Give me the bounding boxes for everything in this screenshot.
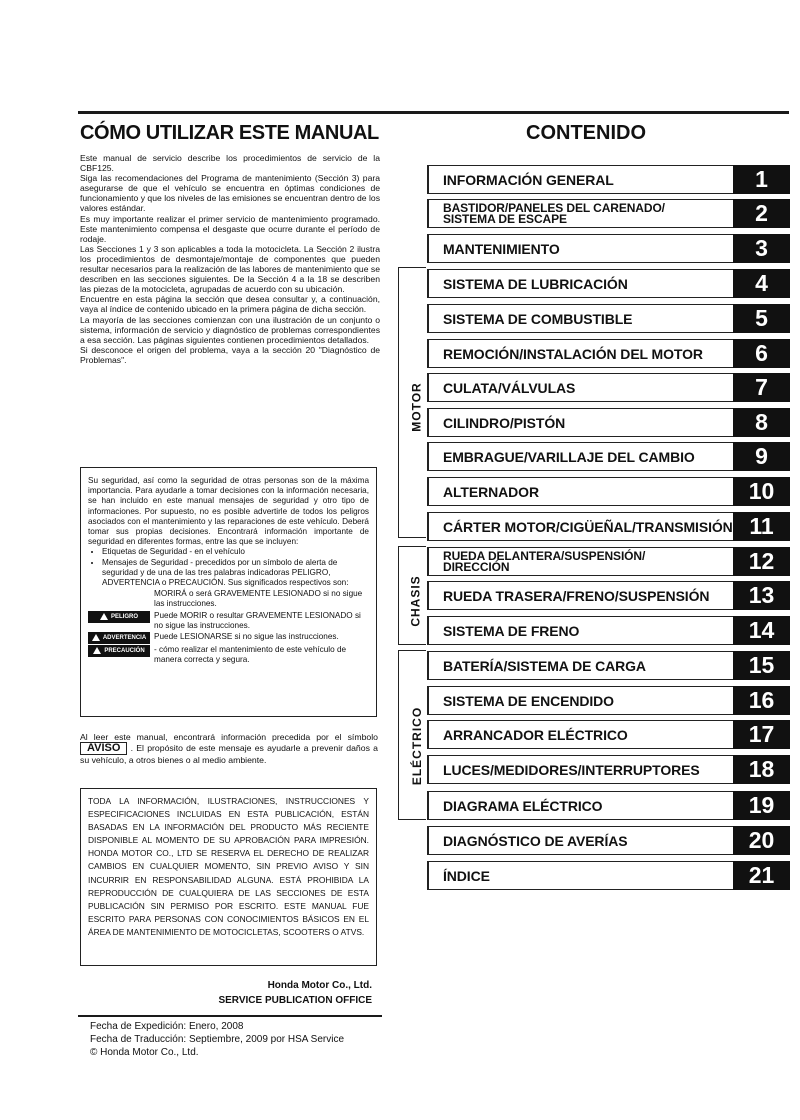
toc-number: 19 bbox=[733, 791, 790, 820]
toc-label: REMOCIÓN/INSTALACIÓN DEL MOTOR bbox=[427, 339, 733, 368]
toc-label: INFORMACIÓN GENERAL bbox=[427, 165, 733, 194]
safety-bullet: • Etiquetas de Seguridad - en el vehículo bbox=[102, 547, 369, 557]
toc-label: CILINDRO/PISTÓN bbox=[427, 408, 733, 437]
toc-row[interactable] bbox=[427, 581, 790, 610]
toc-number: 14 bbox=[733, 616, 790, 645]
toc-row[interactable] bbox=[427, 547, 790, 576]
toc-row[interactable] bbox=[427, 512, 790, 541]
toc-row[interactable] bbox=[427, 339, 790, 368]
safety-list bbox=[88, 547, 369, 588]
toc-number: 3 bbox=[733, 234, 790, 263]
toc-row[interactable] bbox=[427, 269, 790, 298]
toc-row[interactable] bbox=[427, 304, 790, 333]
left-title: CÓMO UTILIZAR ESTE MANUAL bbox=[80, 122, 379, 144]
toc-number: 17 bbox=[733, 720, 790, 749]
toc-number: 4 bbox=[733, 269, 790, 298]
warning-triangle-icon bbox=[100, 613, 108, 620]
toc-row[interactable] bbox=[427, 686, 790, 715]
warning-triangle-icon bbox=[93, 647, 101, 654]
peligro-row bbox=[88, 589, 369, 609]
toc-number: 8 bbox=[733, 408, 790, 437]
company-block bbox=[210, 978, 372, 1008]
toc-number: 18 bbox=[733, 755, 790, 784]
toc-row[interactable] bbox=[427, 234, 790, 263]
office-name: SERVICE PUBLICATION OFFICE bbox=[218, 995, 372, 1006]
toc-label: DIAGNÓSTICO DE AVERÍAS bbox=[427, 826, 733, 855]
toc-row[interactable] bbox=[427, 791, 790, 820]
safety-paragraph: Su seguridad, así como la seguridad de otras personas son de la máxima importancia. Para ayudarle a tomar decisiones con la información necesaria, se han incluido en este manual mensajes de seguridad y otro tipo de informaciones. Por supuesto, no es posible advertirle de todos los peligros asociados con el mantenimiento y las reparaciones de este vehículo. Deberá tomar sus propias decisiones. Encontrará información importante de seguridad en diferentes formas, entre las que se incluyen: bbox=[88, 476, 369, 547]
toc-row[interactable] bbox=[427, 199, 790, 228]
group-electrico-label: ELÉCTRICO bbox=[410, 706, 425, 786]
toc-row[interactable] bbox=[427, 826, 790, 855]
intro-paragraph: La mayoría de las secciones comienzan con una ilustración de un conjunto o sistema, información de servicio y diagnóstico de problemas correspondientes a esa sección. Las páginas siguientes contienen procedimientos detallados. bbox=[80, 314, 380, 345]
precaucion-meaning: Puede LESIONARSE si no sigue las instrucciones. bbox=[154, 632, 339, 642]
advertencia-badge: ADVERTENCIA bbox=[88, 632, 150, 644]
toc-number: 9 bbox=[733, 442, 790, 471]
aviso-paragraph: Al leer este manual, encontrará información precedida por el símbolo AVISO . El propósito de este mensaje es ayudarle a prevenir daños a su vehículo, a otros bienes o al medio ambiente. bbox=[80, 732, 378, 766]
advertencia-row bbox=[88, 611, 369, 631]
toc-row[interactable] bbox=[427, 861, 790, 890]
toc-row[interactable] bbox=[427, 408, 790, 437]
toc-label: LUCES/MEDIDORES/INTERRUPTORES bbox=[427, 755, 733, 784]
intro-paragraph: Las Secciones 1 y 3 son aplicables a toda la motocicleta. La Sección 2 ilustra los procedimientos de desmontaje/montaje de componentes que pueden resultar necesarios para la realización de las labores de mantenimiento que se describen en las secciones siguientes. De la Sección 4 a la 18 se describen las piezas de la motocicleta, agrupadas de acuerdo con su ubicación. bbox=[80, 243, 380, 295]
toc-row[interactable] bbox=[427, 442, 790, 471]
intro-paragraph: Encuentre en esta página la sección que desea consultar y, a continuación, vaya al índice de contenido ubicado en la primera página de dicha sección. bbox=[80, 294, 380, 315]
dates-block bbox=[90, 1020, 344, 1059]
contents-title: CONTENIDO bbox=[526, 122, 646, 144]
toc-row[interactable] bbox=[427, 165, 790, 194]
toc-number: 5 bbox=[733, 304, 790, 333]
toc-number: 16 bbox=[733, 686, 790, 715]
toc-label: MANTENIMIENTO bbox=[427, 234, 733, 263]
company-name: Honda Motor Co., Ltd. bbox=[267, 980, 372, 991]
toc-number: 15 bbox=[733, 651, 790, 680]
toc-number: 6 bbox=[733, 339, 790, 368]
toc-label: SISTEMA DE FRENO bbox=[427, 616, 733, 645]
toc-row[interactable] bbox=[427, 651, 790, 680]
toc-number: 2 bbox=[733, 199, 790, 228]
toc-label: ÍNDICE bbox=[427, 861, 733, 890]
toc-label: RUEDA DELANTERA/SUSPENSIÓN/ DIRECCIÓN bbox=[427, 547, 733, 576]
toc-label: CULATA/VÁLVULAS bbox=[427, 373, 733, 402]
toc-number: 13 bbox=[733, 581, 790, 610]
last-row bbox=[88, 645, 369, 665]
toc-label: RUEDA TRASERA/FRENO/SUSPENSIÓN bbox=[427, 581, 733, 610]
aviso-badge: AVISO bbox=[80, 742, 127, 755]
maintenance-note: - cómo realizar el mantenimiento de este vehículo de manera correcta y segura. bbox=[154, 645, 347, 665]
toc-number: 20 bbox=[733, 826, 790, 855]
group-motor-label: MOTOR bbox=[409, 382, 424, 432]
top-rule bbox=[78, 111, 789, 114]
copyright: © Honda Motor Co., Ltd. bbox=[90, 1047, 199, 1058]
toc-label: ARRANCADOR ELÉCTRICO bbox=[427, 720, 733, 749]
issue-date: Fecha de Expedición: Enero, 2008 bbox=[90, 1021, 244, 1032]
intro-paragraph: Este manual de servicio describe los procedimientos de servicio de la CBF125. bbox=[80, 153, 380, 174]
safety-bullet: • Mensajes de Seguridad - precedidos por un símbolo de alerta de seguridad y de una de las tres palabras indicadoras PELIGRO, ADVERTENCIA o PRECAUCIÓN. Sus significados respectivos son: bbox=[102, 558, 369, 589]
toc-number: 12 bbox=[733, 547, 790, 576]
toc-label: BATERÍA/SISTEMA DE CARGA bbox=[427, 651, 733, 680]
intro-text bbox=[80, 153, 380, 365]
toc-row[interactable] bbox=[427, 616, 790, 645]
toc-row[interactable] bbox=[427, 373, 790, 402]
intro-paragraph: Es muy importante realizar el primer servicio de mantenimiento programado. Este mantenimiento compensa el desgaste que ocurre durante el período de rodaje. bbox=[80, 213, 380, 244]
translation-date: Fecha de Traducción: Septiembre, 2009 por HSA Service bbox=[90, 1034, 345, 1045]
intro-paragraph: Si desconoce el origen del problema, vaya a la sección 20 "Diagnóstico de Problemas". bbox=[80, 344, 380, 365]
toc-number: 10 bbox=[733, 477, 790, 506]
toc-row[interactable] bbox=[427, 755, 790, 784]
toc-number: 21 bbox=[733, 861, 790, 890]
toc-number: 7 bbox=[733, 373, 790, 402]
group-chasis-label: CHASIS bbox=[408, 575, 423, 627]
toc-label: CÁRTER MOTOR/CIGÜEÑAL/TRANSMISIÓN bbox=[427, 512, 733, 541]
safety-box bbox=[80, 467, 377, 717]
toc-label: ALTERNADOR bbox=[427, 477, 733, 506]
peligro-badge: PELIGRO bbox=[88, 611, 150, 623]
toc-label: DIAGRAMA ELÉCTRICO bbox=[427, 791, 733, 820]
intro-paragraph: Siga las recomendaciones del Programa de mantenimiento (Sección 3) para asegurarse de que el vehículo se encuentra en óptimas condiciones de funcionamiento y que los niveles de las emisiones se encuentran dentro de los valores estándar. bbox=[80, 173, 380, 214]
legal-notice: TODA LA INFORMACIÓN, ILUSTRACIONES, INSTRUCCIONES Y ESPECIFICACIONES INCLUIDAS EN ESTA PUBLICACIÓN, ESTÁN BASADAS EN LA INFORMACIÓN DEL PRODUCTO MÁS RECIENTE DISPONIBLE AL MOMENTO DE SU APROBACIÓN PARA IMPRESIÓN. HONDA MOTOR CO., LTD SE RESERVA EL DERECHO DE REALIZAR CAMBIOS EN CUALQUIER MOMENTO, SIN PREVIO AVISO Y SIN INCURRIR EN RESPONSABILIDAD ALGUNA. ESTÁ PROHIBIDA LA REPRODUCCIÓN DE CUALQUIERA DE LAS SECCIONES DE ESTA PUBLICACIÓN SIN PERMISO POR ESCRITO. ESTE MANUAL FUE ESCRITO PARA PERSONAS CON CONOCIMIENTOS BÁSICOS EN EL ÁREA DE MANTENIMIENTO DE MOTOCICLETAS, SCOOTERS O ATVS. bbox=[80, 788, 377, 966]
precaucion-row bbox=[88, 632, 369, 644]
advertencia-meaning: Puede MORIR o resultar GRAVEMENTE LESIONADO si no sigue las instrucciones. bbox=[154, 610, 361, 630]
toc-label: BASTIDOR/PANELES DEL CARENADO/ SISTEMA DE ESCAPE bbox=[427, 199, 733, 228]
toc-label: SISTEMA DE COMBUSTIBLE bbox=[427, 304, 733, 333]
precaucion-badge: PRECAUCIÓN bbox=[88, 645, 150, 657]
warning-triangle-icon bbox=[92, 634, 100, 641]
toc-label: SISTEMA DE ENCENDIDO bbox=[427, 686, 733, 715]
toc-number: 1 bbox=[733, 165, 790, 194]
toc-row[interactable] bbox=[427, 720, 790, 749]
toc-label: EMBRAGUE/VARILLAJE DEL CAMBIO bbox=[427, 442, 733, 471]
toc-row[interactable] bbox=[427, 477, 790, 506]
peligro-meaning: MORIRÁ o será GRAVEMENTE LESIONADO si no sigue las instrucciones. bbox=[154, 589, 363, 609]
toc-number: 11 bbox=[733, 512, 790, 541]
toc-label: SISTEMA DE LUBRICACIÓN bbox=[427, 269, 733, 298]
bottom-rule bbox=[78, 1015, 382, 1017]
